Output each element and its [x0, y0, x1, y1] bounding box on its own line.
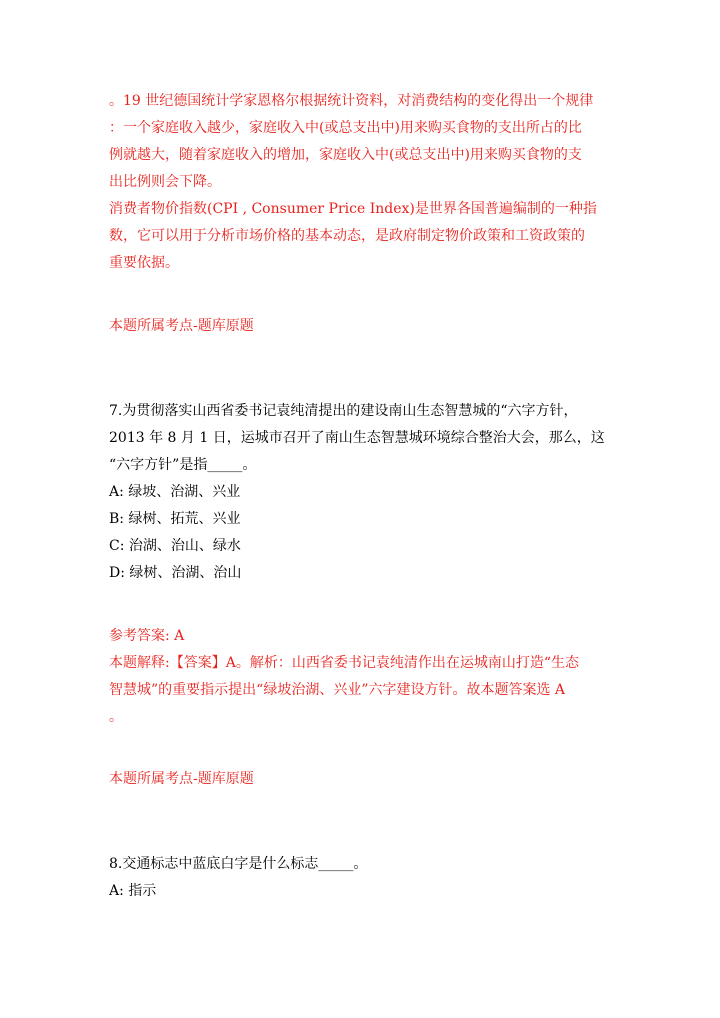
explanation-line: 出比例则会下降。 — [109, 174, 221, 190]
question-stem-line: 7.为贯彻落实山西省委书记袁纯清提出的建设南山生态智慧城的“六字方针， — [109, 403, 578, 419]
source-tag — [109, 766, 619, 793]
explanation-line: 。19 世纪德国统计学家恩格尔根据统计资料，对消费结构的变化得出一个规律 — [109, 93, 594, 109]
explanation-line: 。 — [109, 709, 123, 725]
question-stem-line: 2013 年 8 月 1 日，运城市召开了南山生态智慧城环境综合整治大会，那么，这 — [109, 430, 605, 446]
option-d: D: 绿树、治湖、治山 — [109, 565, 242, 581]
option-a: A: 绿坡、治湖、兴业 — [109, 484, 241, 500]
answer-text: 参考答案: A — [109, 628, 185, 644]
explanation-line: 数，它可以用于分析市场价格的基本动态，是政府制定物价政策和工资政策的 — [109, 228, 585, 244]
question-stem-line: “六字方针”是指_____。 — [109, 457, 257, 473]
explanation-line: 智慧城”的重要指示提出“绿坡治湖、兴业”六字建设方针。故本题答案选 A — [109, 682, 566, 698]
question-8 — [109, 851, 619, 905]
explanation-line: 本题解释:【答案】A。解析：山西省委书记袁纯清作出在运城南山打造“生态 — [109, 655, 579, 671]
option-a: A: 指示 — [109, 883, 157, 899]
option-c: C: 治湖、治山、绿水 — [109, 538, 241, 554]
option-b: B: 绿树、拓荒、兴业 — [109, 511, 241, 527]
explanation-line: ：一个家庭收入越少，家庭收入中(或总支出中)用来购买食物的支出所占的比 — [109, 120, 582, 136]
explanation-line: 重要依据。 — [109, 255, 179, 271]
explanation-line: 消费者物价指数(CPI , Consumer Price Index)是世界各国普遍编制的一种指 — [109, 201, 597, 217]
question-stem-line: 8.交通标志中蓝底白字是什么标志_____。 — [109, 856, 368, 872]
question-7-answer — [109, 623, 619, 731]
explanation-line: 例就越大，随着家庭收入的增加，家庭收入中(或总支出中)用来购买食物的支 — [109, 147, 582, 163]
source-tag — [109, 313, 619, 340]
question-7 — [109, 398, 619, 587]
previous-explanation — [109, 88, 619, 277]
source-tag-text: 本题所属考点-题库原题 — [109, 318, 254, 334]
source-tag-text: 本题所属考点-题库原题 — [109, 771, 254, 787]
